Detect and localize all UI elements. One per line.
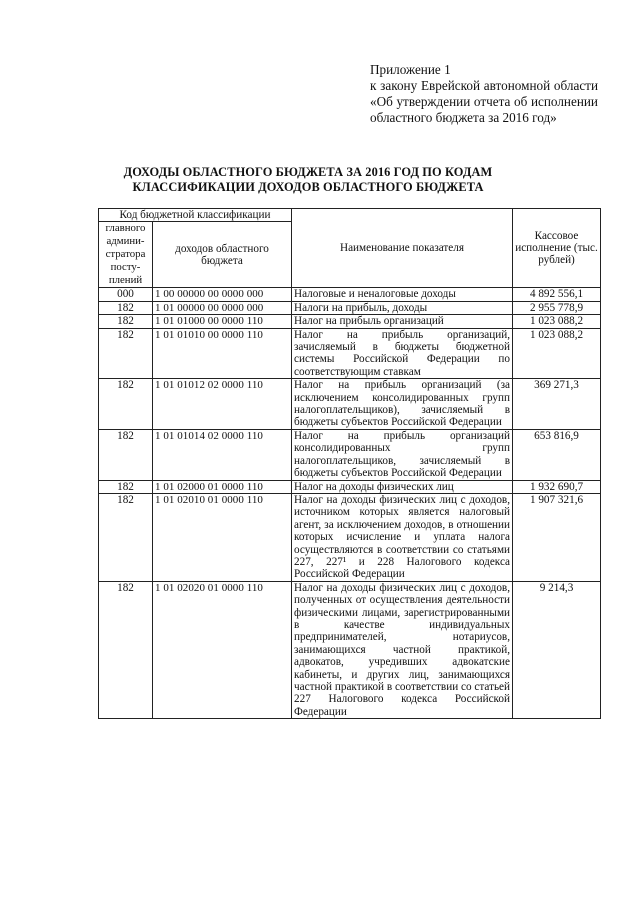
table-row xyxy=(99,581,601,718)
cell-name: Налог на доходы физических лиц xyxy=(292,480,513,493)
cell-code: 1 01 00000 00 0000 000 xyxy=(153,301,292,314)
revenue-table xyxy=(98,208,601,719)
cell-admin: 182 xyxy=(99,480,153,493)
cell-code: 1 01 02020 01 0000 110 xyxy=(153,581,292,718)
table-row xyxy=(99,429,601,480)
table-header-row-group xyxy=(99,209,601,222)
title-line-1: ДОХОДЫ ОБЛАСТНОГО БЮДЖЕТА ЗА 2016 ГОД ПО КОДАМ xyxy=(123,165,493,179)
cell-amount: 1 023 088,2 xyxy=(513,328,601,379)
cell-code: 1 01 02000 01 0000 110 xyxy=(153,480,292,493)
cell-name: Налог на прибыль организаций (за исключением консолидированных групп налогоплательщиков), зачисляемый в бюджеты субъектов Российской Федерации xyxy=(292,379,513,430)
cell-admin: 182 xyxy=(99,581,153,718)
cell-amount: 9 214,3 xyxy=(513,581,601,718)
appendix-block xyxy=(370,62,598,126)
cell-admin: 182 xyxy=(99,315,153,328)
table-row xyxy=(99,328,601,379)
cell-name: Налог на прибыль организаций xyxy=(292,315,513,328)
cell-name: Налог на прибыль организаций, зачисляемый в бюджеты бюджетной системы Российской Федерации по соответствующим ставкам xyxy=(292,328,513,379)
appendix-number: Приложение 1 xyxy=(370,62,451,77)
cell-admin: 182 xyxy=(99,301,153,314)
cell-code: 1 00 00000 00 0000 000 xyxy=(153,288,292,301)
cell-name: Налог на доходы физических лиц с доходов, источником которых является налоговый агент, за исключением доходов, в отношении которых исчисление и уплата налога осуществляются в соответствии со статьями 227, 227¹ и 228 Налогового кодекса Российской Федерации xyxy=(292,493,513,581)
cell-name: Налоговые и неналоговые доходы xyxy=(292,288,513,301)
cell-code: 1 01 01010 00 0000 110 xyxy=(153,328,292,379)
header-cash-execution: Кассовое исполнение (тыс. рублей) xyxy=(513,209,601,288)
cell-name: Налоги на прибыль, доходы xyxy=(292,301,513,314)
table-row xyxy=(99,480,601,493)
cell-amount: 1 907 321,6 xyxy=(513,493,601,581)
cell-code: 1 01 01000 00 0000 110 xyxy=(153,315,292,328)
table-row xyxy=(99,379,601,430)
cell-code: 1 01 02010 01 0000 110 xyxy=(153,493,292,581)
cell-admin: 182 xyxy=(99,328,153,379)
table-body xyxy=(99,288,601,719)
table-row xyxy=(99,288,601,301)
table-row xyxy=(99,301,601,314)
cell-amount: 653 816,9 xyxy=(513,429,601,480)
document-title xyxy=(96,165,520,195)
cell-amount: 4 892 556,1 xyxy=(513,288,601,301)
cell-name: Налог на прибыль организаций консолидированных групп налогоплательщиков, зачисляемый в бюджеты субъектов Российской Федерации xyxy=(292,429,513,480)
cell-name: Налог на доходы физических лиц с доходов, полученных от осуществления деятельности физическими лицами, зарегистрированными в качестве индивидуальных предпринимателей, нотариусов, занимающихся частной практикой, адвокатов, учредивших адвокатские кабинеты, и других лиц, занимающихся частной практикой в соответствии со статьей 227 Налогового кодекса Российской Федерации xyxy=(292,581,513,718)
cell-amount: 369 271,3 xyxy=(513,379,601,430)
header-indicator-name: Наименование показателя xyxy=(292,209,513,288)
header-revenue-code: доходов областного бюджета xyxy=(153,222,292,288)
cell-admin: 182 xyxy=(99,379,153,430)
cell-amount: 1 023 088,2 xyxy=(513,315,601,328)
table-row xyxy=(99,493,601,581)
cell-admin: 000 xyxy=(99,288,153,301)
header-main-administrator: главного админи-стратора посту-плений xyxy=(99,222,153,288)
header-classification-code: Код бюджетной классификации xyxy=(99,209,292,222)
cell-admin: 182 xyxy=(99,429,153,480)
cell-code: 1 01 01014 02 0000 110 xyxy=(153,429,292,480)
cell-amount: 1 932 690,7 xyxy=(513,480,601,493)
appendix-reference: к закону Еврейской автономной области «Об утверждении отчета об исполнении областного бюджета за 2016 год» xyxy=(370,78,598,125)
cell-code: 1 01 01012 02 0000 110 xyxy=(153,379,292,430)
cell-amount: 2 955 778,9 xyxy=(513,301,601,314)
table-row xyxy=(99,315,601,328)
title-line-2: КЛАССИФИКАЦИИ ДОХОДОВ ОБЛАСТНОГО БЮДЖЕТА xyxy=(132,180,484,194)
cell-admin: 182 xyxy=(99,493,153,581)
